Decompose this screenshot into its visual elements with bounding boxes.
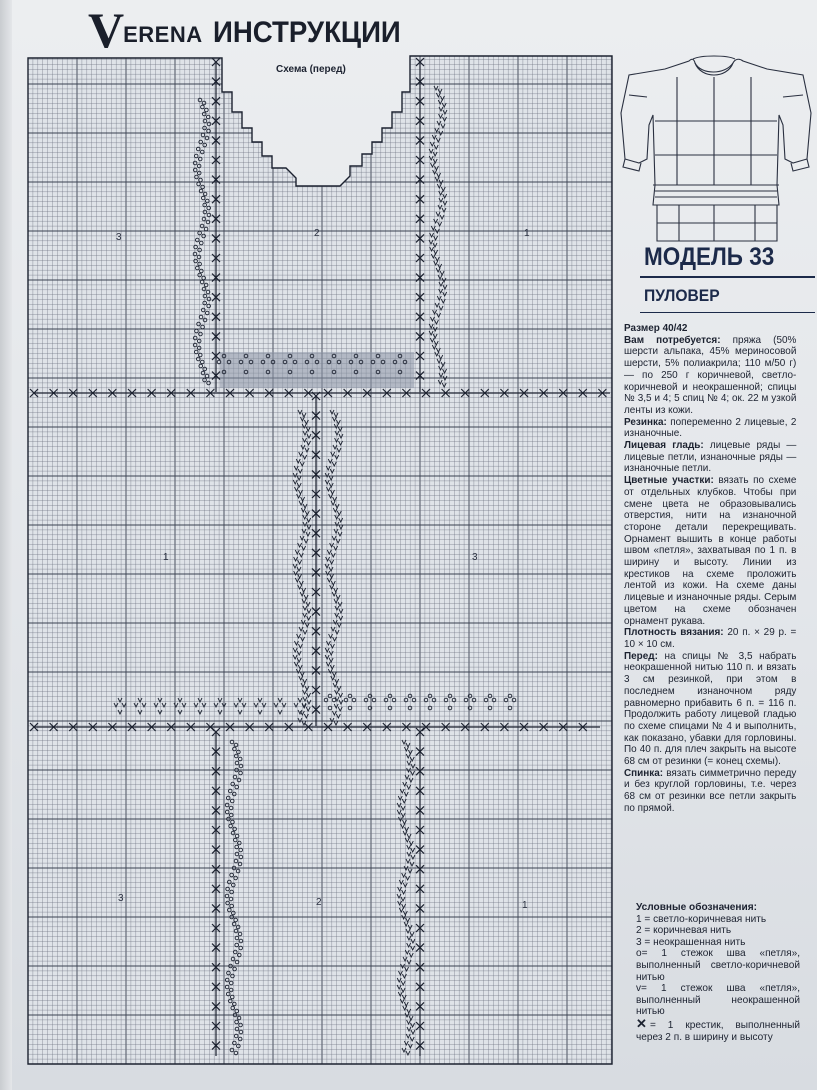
front-text: на спицы № 3,5 набрать неокрашенной нитью 110 п. и вязать 3 см резинкой, при этом в последнем изнаночном ряду равномерно прибавить 6 п. = 116 п. Продолжить работу лицевой гладью по схеме спицами № 4 и выполнить, как показано, убавки для горловины. По 40 п. для плеч закрыть на высоте 68 см от резинки (= конец схемы).	[624, 650, 797, 768]
model-title: МОДЕЛЬ 33	[644, 243, 775, 271]
rib-label: Резинка:	[624, 416, 667, 428]
legend-item: 2 = коричневая нить	[636, 925, 732, 937]
stockinette-text: лицевые ряды — лицевые петли, изнаночные ряды — изнаночные петли.	[624, 440, 797, 475]
zone-label: 1	[163, 552, 169, 563]
divider	[640, 276, 815, 278]
color-text: вязать по схеме от отдельных клубков. Чтобы при смене цвета не образовывались отверстия, нити на изнаночной стороне детали перекрещивать. Орнамент вышить в конце работы швом «петля», захватывая по 1 п. в ширину и высоту. Линии из крестиков на схеме проложить лентой из кожи. На схеме даны лицевые и изнаночные ряды. Серым цветом на схеме обозначен орнамент рукава.	[624, 475, 797, 627]
divider	[640, 312, 815, 313]
materials-text: пряжа (50% шерсти альпака, 45% мериносовой шерсти, 5% полиакрила; 110 м/50 г) — по 250 г коричневой, светло-коричневой и неокрашенной; спицы № 3,5 и 4; 5 спиц № 4; ок. 22 м узкой ленты из кожи.	[624, 334, 797, 416]
rib-text: попеременно 2 лицевые, 2 изнаночные.	[624, 416, 797, 440]
legend-item: v= 1 стежок шва «петля», выполненный неокрашенной нитью	[636, 983, 800, 1018]
zone-label: 1	[522, 900, 528, 911]
chart-title: Схема (перед)	[276, 64, 346, 75]
legend-title: Условные обозначения:	[636, 902, 757, 913]
zone-label: 1	[524, 228, 530, 239]
size-label: Размер 40/42	[624, 323, 688, 334]
zone-label: 2	[314, 228, 320, 239]
pullover-sketch-icon	[617, 55, 813, 245]
back-label: Спинка:	[624, 767, 664, 779]
legend-item: 1 = светло-коричневая нить	[636, 913, 767, 925]
legend-cross-text: = 1 крестик, выполненный через 2 п. в ширину и высоту	[636, 1019, 800, 1043]
back-text: вязать симметрично переду и без круглой горловины, т.е. через 68 см от резинки все петли закрыть по прямой.	[624, 767, 797, 814]
gauge-label: Плотность вязания:	[624, 627, 724, 639]
stockinette-label: Лицевая гладь:	[624, 440, 704, 452]
zone-label: 3	[118, 893, 124, 904]
materials-label: Вам потребуется:	[624, 334, 721, 346]
zone-label: 2	[316, 897, 322, 908]
legend-item: 3 = неокрашенная нить	[636, 936, 746, 948]
brand-logo-v: V	[88, 2, 123, 58]
cross-stitch-icon: ✕	[636, 1015, 647, 1031]
section-title: ИНСТРУКЦИИ	[212, 16, 401, 49]
item-title: ПУЛОВЕР	[644, 286, 720, 305]
zone-label: 3	[116, 232, 122, 243]
brand-logo-text: ERENA	[123, 22, 203, 47]
color-label: Цветные участки:	[624, 475, 714, 487]
legend-item-cross	[636, 1015, 800, 1043]
gauge-text: 20 п. × 29 р. = 10 × 10 см.	[624, 627, 797, 650]
instructions-text	[624, 323, 796, 815]
zone-label: 3	[472, 552, 478, 563]
legend	[636, 902, 800, 1043]
legend-item: о= 1 стежок шва «петля», выполненный светло-коричневой нитью	[636, 948, 800, 983]
front-label: Перед:	[624, 650, 658, 662]
